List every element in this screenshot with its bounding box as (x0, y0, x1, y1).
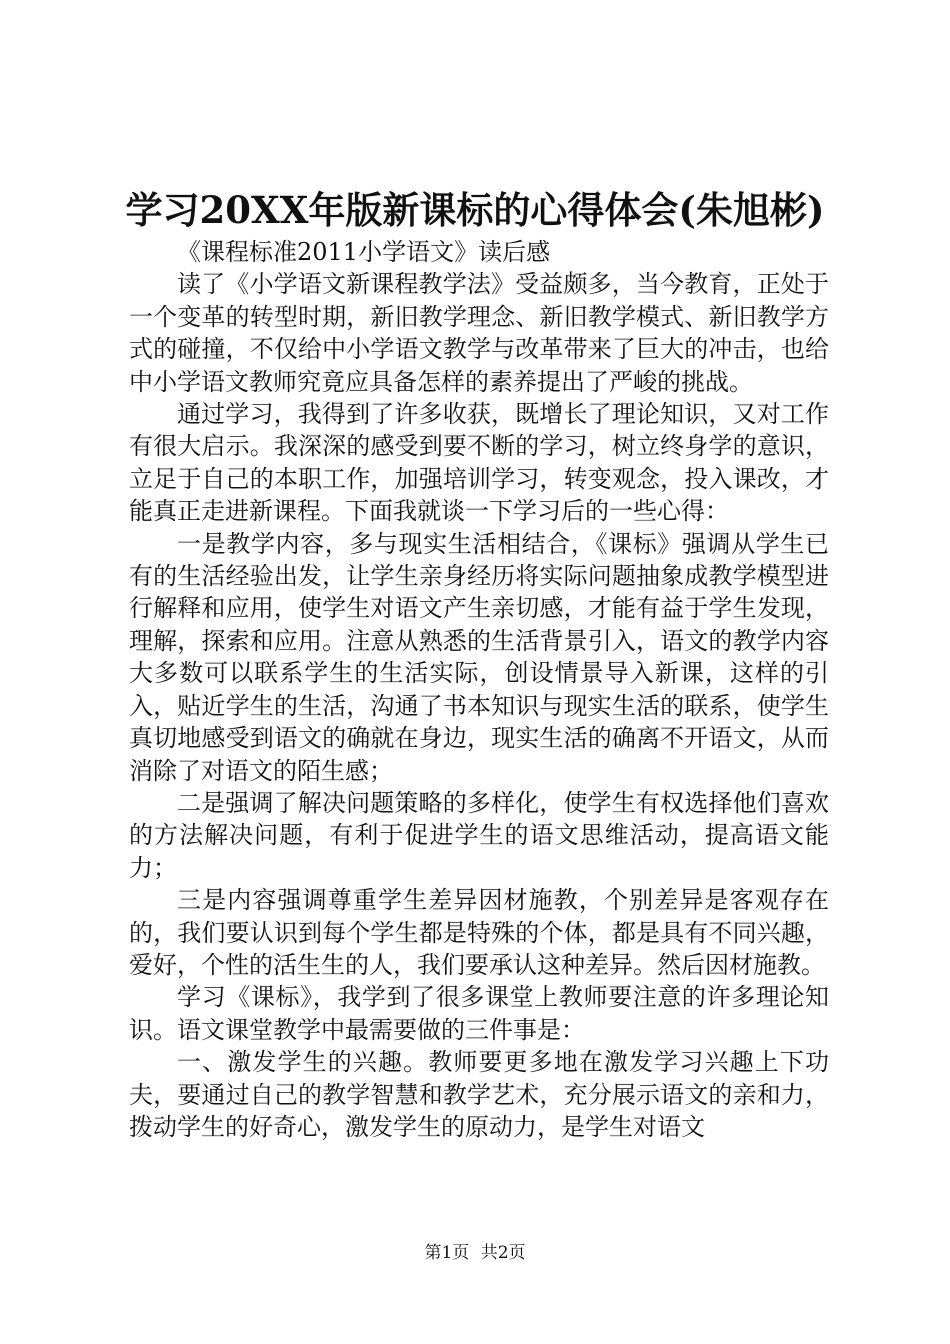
page-footer (0, 1242, 950, 1264)
body-paragraph: 一是教学内容，多与现实生活相结合，《课标》强调从学生已有的生活经验出发，让学生亲身经历将实际问题抽象成教学模型进行解释和应用，使学生对语文产生亲切感，才能有益于学生发现，理解，探索和应用。注意从熟悉的生活背景引入，语文的教学内容大多数可以联系学生的生活实际，创设情景导入新课，这样的引入，贴近学生的生活，沟通了书本知识与现实生活的联系，使学生真切地感受到语文的确就在身边，现实生活的确离不开语文，从而消除了对语文的陌生感； (129, 529, 829, 785)
page-total: 共2页 (480, 1243, 526, 1263)
body-paragraph: 三是内容强调尊重学生差异因材施教，个别差异是客观存在的，我们要认识到每个学生都是特殊的个体，都是具有不同兴趣，爱好，个性的活生生的人，我们要承认这种差异。然后因材施教。 (129, 886, 829, 979)
body-paragraph: 通过学习，我得到了许多收获，既增长了理论知识，又对工作有很大启示。我深深的感受到要不断的学习，树立终身学的意识，立足于自己的本职工作，加强培训学习，转变观念，投入课改，才能真正走进新课程。下面我就谈一下学习后的一些心得： (129, 400, 829, 526)
subtitle-paragraph: 《课程标准2011小学语文》读后感 (177, 238, 551, 266)
body-paragraph: 读了《小学语文新课程教学法》受益颇多，当今教育，正处于一个变革的转型时期，新旧教学理念、新旧教学模式、新旧教学方式的碰撞，不仅给中小学语文教学与改革带来了巨大的冲击，也给中小学语文教师究竟应具备怎样的素养提出了严峻的挑战。 (129, 270, 829, 396)
document-body (129, 236, 829, 1143)
page-number: 第1页 (424, 1243, 470, 1263)
body-paragraph: 学习《课标》，我学到了很多课堂上教师要注意的许多理论知识。语文课堂教学中最需要做的三件事是： (129, 983, 829, 1044)
document-title: 学习20XX年版新课标的心得体会(朱旭彬) (125, 188, 825, 232)
body-paragraph: 一、激发学生的兴趣。教师要更多地在激发学习兴趣上下功夫，要通过自己的教学智慧和教学艺术，充分展示语文的亲和力，拨动学生的好奇心，激发学生的原动力，是学生对语文 (129, 1048, 829, 1141)
body-paragraph: 二是强调了解决问题策略的多样化，使学生有权选择他们喜欢的方法解决问题，有利于促进学生的语文思维活动，提高语文能力； (129, 788, 829, 882)
